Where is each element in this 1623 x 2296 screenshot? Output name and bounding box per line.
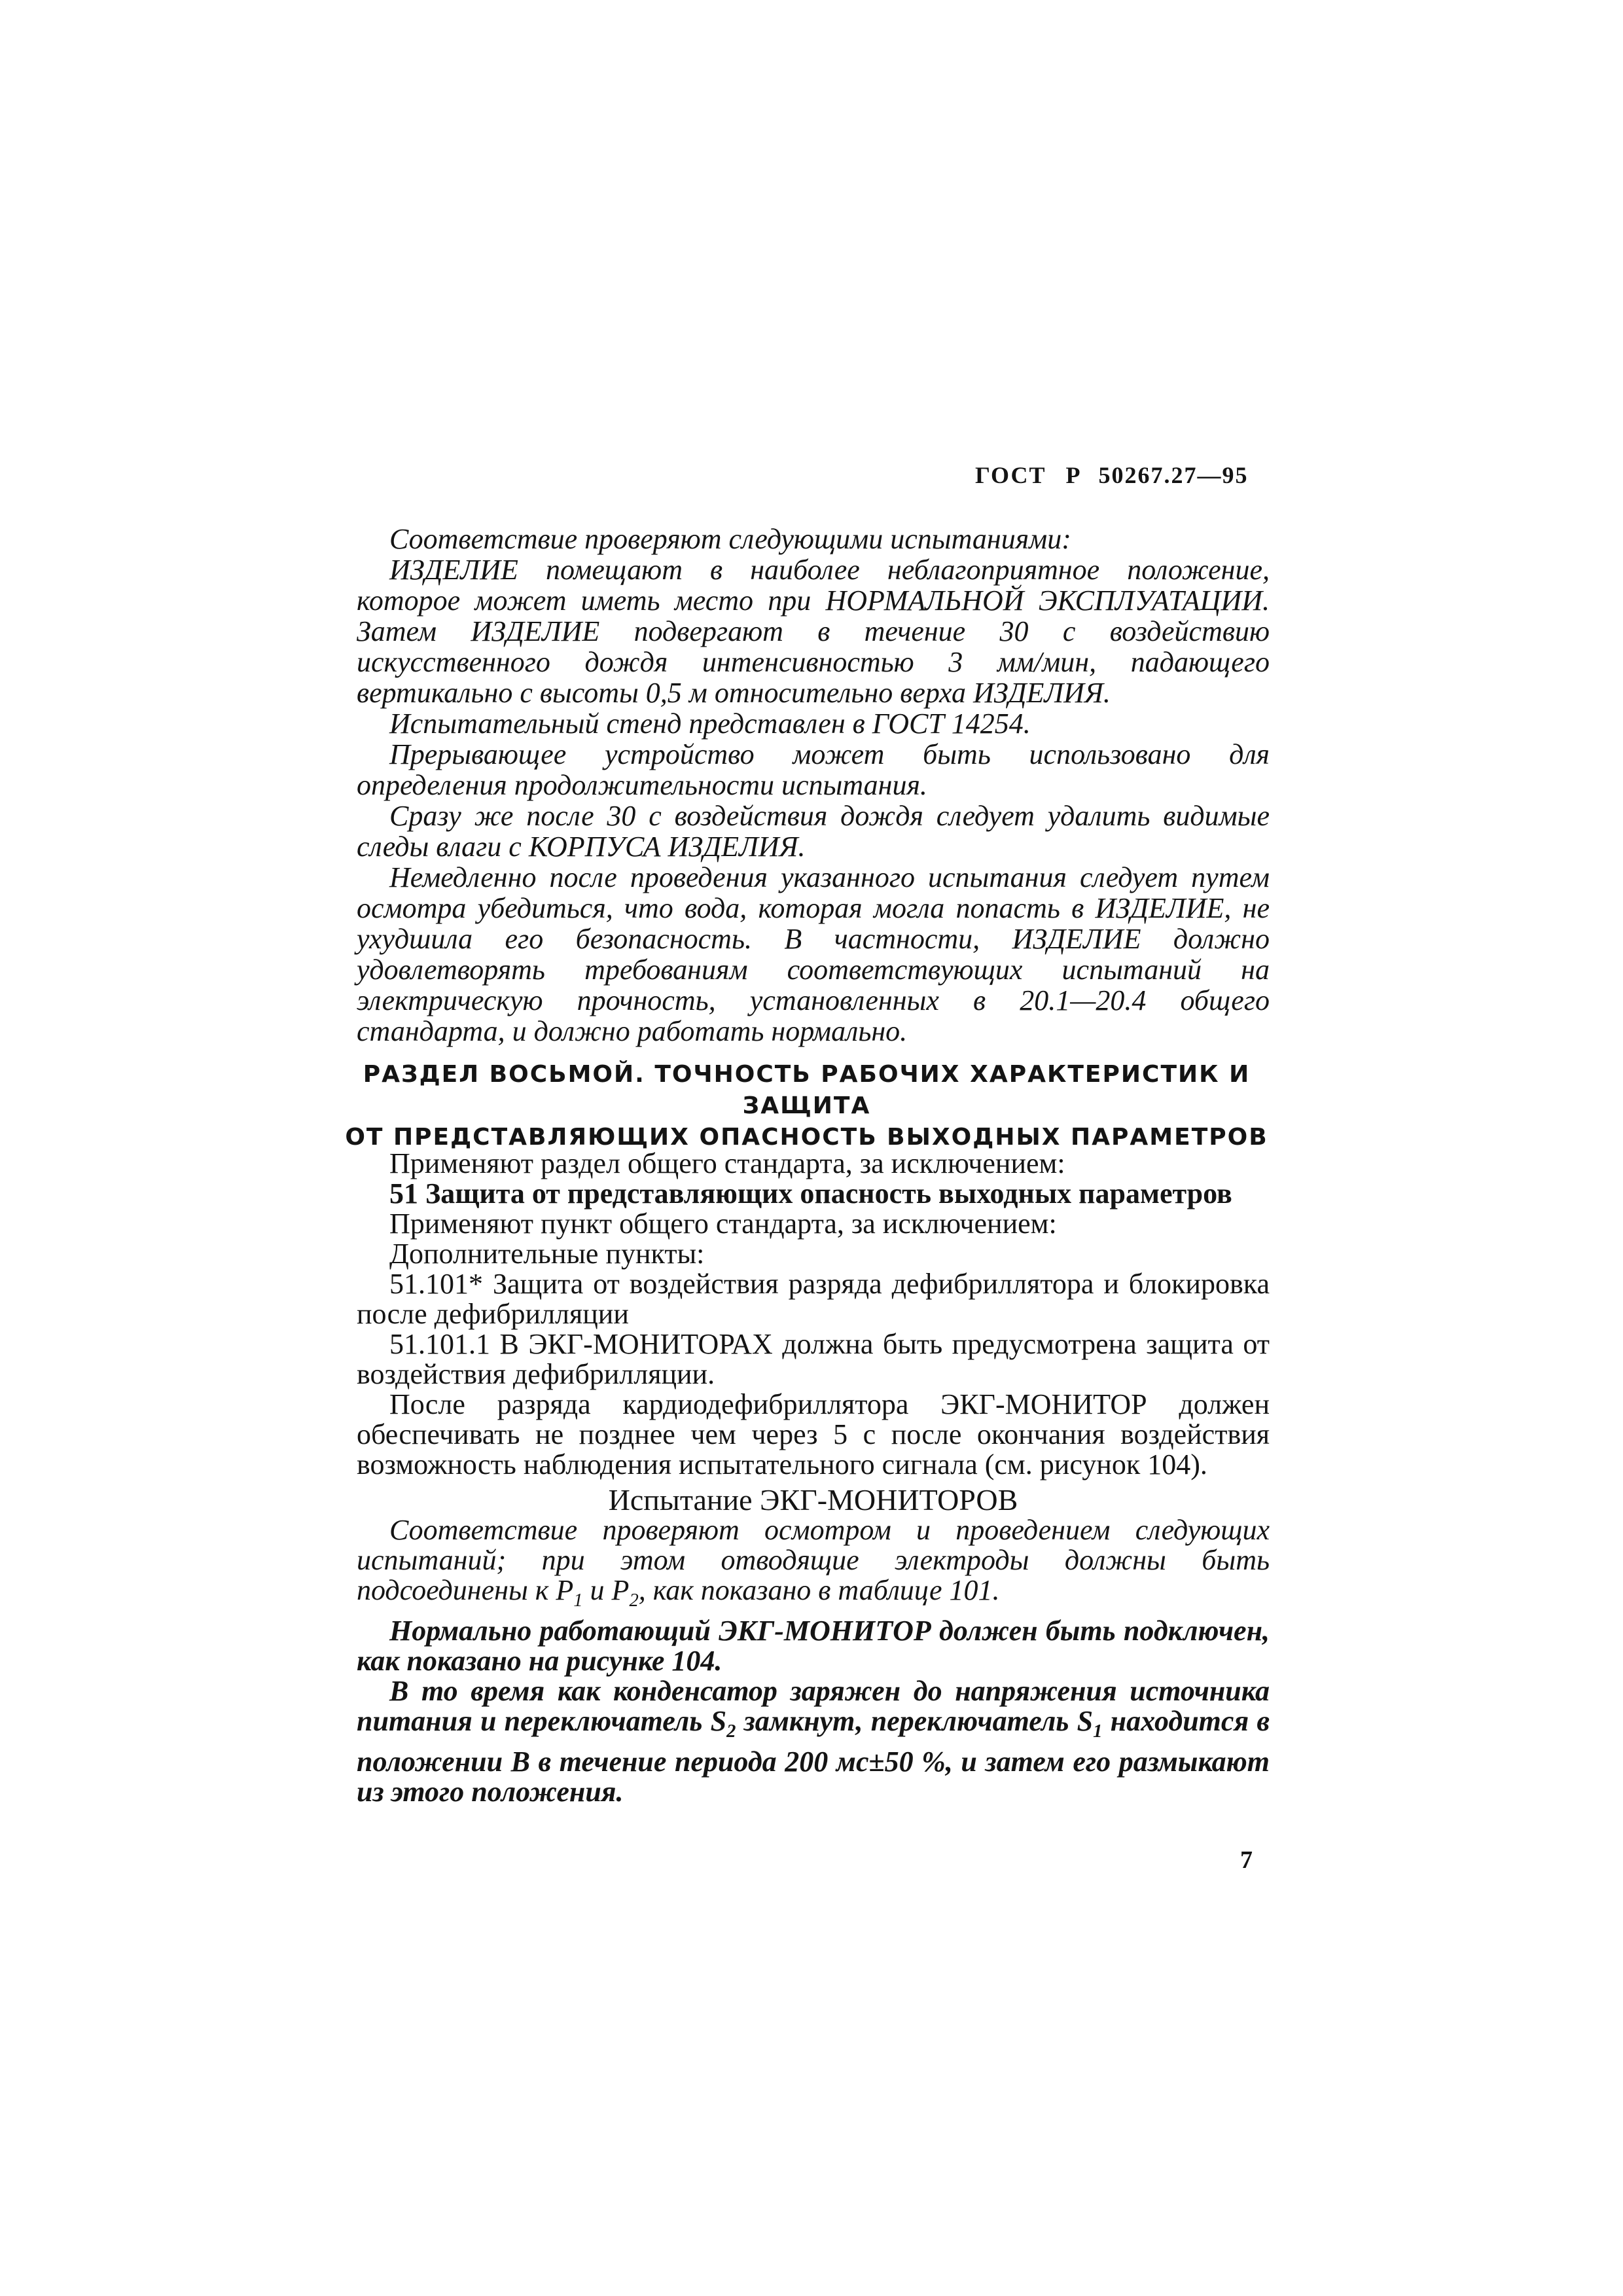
paragraph: Нормально работающий ЭКГ-МОНИТОР должен быть подключен, как показано на рисунке 104.	[357, 1614, 1270, 1677]
paragraph: Прерывающее устройство может быть использовано для определения продолжительности испытания.	[357, 738, 1270, 801]
header-standard-series: Р	[1065, 462, 1082, 488]
paragraph: Применяют пункт общего стандарта, за исключением:	[389, 1208, 1057, 1240]
paragraph: Сразу же после 30 с воздействия дождя следует удалить видимые следы влаги с КОРПУСА ИЗДЕЛИЯ.	[357, 800, 1270, 863]
paragraph: Дополнительные пункты:	[389, 1238, 705, 1270]
section-heading	[340, 1059, 1273, 1153]
paragraph: 51.101* Защита от воздействия разряда дефибриллятора и блокировка после дефибрилляции	[357, 1268, 1270, 1330]
header-standard-number: 50267.27—95	[1098, 462, 1249, 488]
paragraph: Соответствие проверяют следующими испытаниями:	[389, 523, 1071, 555]
paragraph: Соответствие проверяют осмотром и проведением следующих испытаний; при этом отводящие электроды должны быть подсоединены к $P_1$ и $P_2$, как показано в таблице 101.	[357, 1514, 1270, 1611]
paragraph: В то время как конденсатор заряжен до напряжения источника питания и переключатель $S_2$ замкнут, переключатель $S_1$ находится в положении В в течение периода 200 мс±50 %, и затем его размыкают из этого положения.	[357, 1674, 1270, 1808]
paragraph: После разряда кардиодефибриллятора ЭКГ-МОНИТОР должен обеспечивать не позднее чем через 5 с после окончания воздействия возможность наблюдения испытательного сигнала (см. рисунок 104).	[357, 1388, 1270, 1480]
paragraph: 51.101.1 В ЭКГ-МОНИТОРАХ должна быть предусмотрена защита от воздействия дефибрилляции.	[357, 1328, 1270, 1390]
paragraph: Испытательный стенд представлен в ГОСТ 14254.	[389, 708, 1031, 740]
paragraph: Применяют раздел общего стандарта, за исключением:	[389, 1147, 1065, 1179]
paragraph: ИЗДЕЛИЕ помещают в наиболее неблагоприятное положение, которое может иметь место при НОРМАЛЬНОЙ ЭКСПЛУАТАЦИИ. Затем ИЗДЕЛИЕ подвергают в течение 30 с воздействию искусственного дождя интенсивностью 3 мм/мин, падающего вертикально с высоты 0,5 м относительно верха ИЗДЕЛИЯ.	[357, 554, 1270, 709]
header-standard-type: ГОСТ	[975, 462, 1046, 488]
clause-heading: 51 Защита от представляющих опасность выходных параметров	[389, 1177, 1232, 1210]
test-subheading: Испытание ЭКГ-МОНИТОРОВ	[608, 1483, 1018, 1516]
document-header	[975, 461, 1276, 489]
section-heading-line: ОТ ПРЕДСТАВЛЯЮЩИХ ОПАСНОСТЬ ВЫХОДНЫХ ПАРАМЕТРОВ	[345, 1124, 1268, 1151]
section-eight-text-block	[357, 1149, 1270, 1807]
paragraph: Немедленно после проведения указанного испытания следует путем осмотра убедиться, что вода, которая могла попасть в ИЗДЕЛИЕ, не ухудшила его безопасность. В частности, ИЗДЕЛИЕ должно удовлетворять требованиям соответствующих испытаний на электрическую прочность, установленных в 20.1—20.4 общего стандарта, и должно работать нормально.	[357, 861, 1270, 1047]
rain-test-text-block	[357, 524, 1270, 1047]
section-heading-line: РАЗДЕЛ ВОСЬМОЙ. ТОЧНОСТЬ РАБОЧИХ ХАРАКТЕРИСТИК И ЗАЩИТА	[363, 1061, 1251, 1119]
page-number: 7	[1240, 1846, 1253, 1874]
